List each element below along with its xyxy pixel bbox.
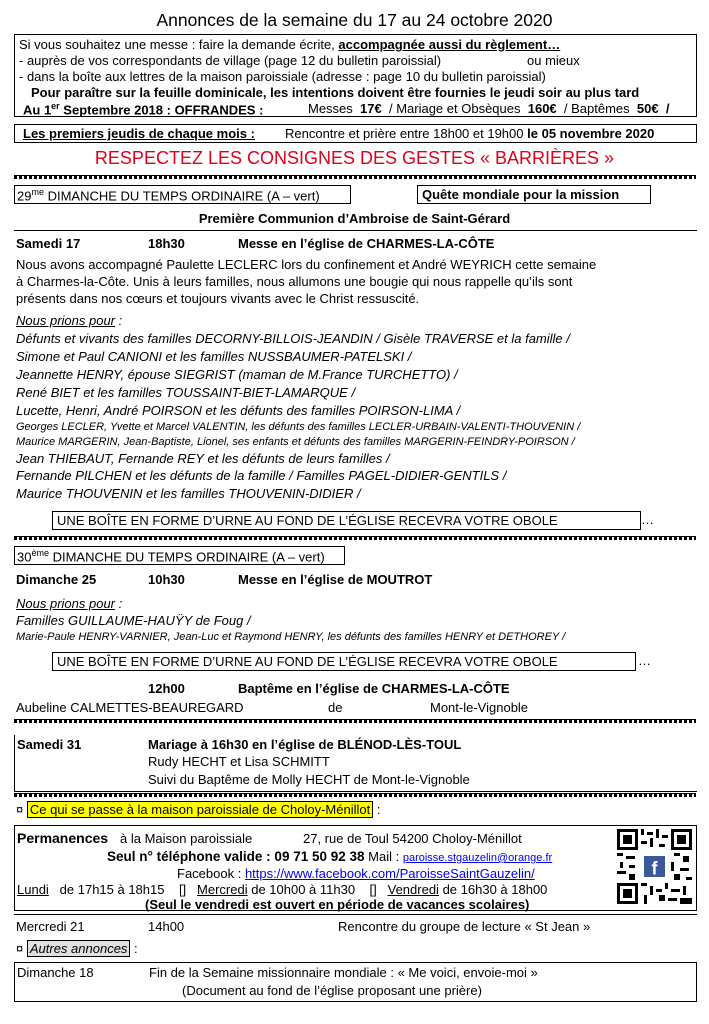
urne-box-1: UNE BOÎTE EN FORME D’URNE AU FOND DE L’ÉGLISE RECEVRA VOTRE OBOLE — [52, 511, 641, 530]
phone: Seul n° téléphone valide : 09 71 50 92 38 — [107, 849, 365, 864]
intro-line-4: Pour paraître sur la feuille dominicale, les intentions doivent être fournies le jeudi soir au plus tard — [31, 85, 640, 100]
bapteme-place: Baptême en l’église de CHARMES-LA-CÔTE — [238, 681, 510, 696]
intro-tarifs: Messes 17€ / Mariage et Obsèques 160€ / Baptêmes 50€ / — [308, 101, 670, 116]
intention-item: Défunts et vivants des familles DECORNY-BILLOIS-JEANDIN / Gisèle TRAVERSE et la famille / — [16, 331, 570, 346]
mail-link[interactable]: paroisse.stgauzelin@orange.fr — [402, 852, 553, 864]
urne-box-2: UNE BOÎTE EN FORME D’URNE AU FOND DE L’ÉGLISE RECEVRA VOTRE OBOLE — [52, 652, 636, 671]
separator — [14, 719, 696, 723]
maison-heading: ¤ Ce qui se passe à la maison paroissiale de Choloy-Ménillot : — [16, 802, 381, 817]
samedi17-text-1: Nous avons accompagné Paulette LECLERC lors du confinement et André WEYRICH cette semaine — [16, 257, 597, 272]
svg-text:f: f — [651, 858, 658, 879]
autres-heading: ¤ Autres annonces : — [16, 941, 138, 956]
intro-offrandes: Au 1er Septembre 2018 : OFFRANDES : — [23, 101, 264, 118]
intention-item: Lucette, Henri, André POIRSON et les défunts des familles POIRSON-LIMA / — [16, 403, 461, 418]
separator — [14, 536, 696, 540]
dimanche18-day: Dimanche 18 — [17, 965, 94, 980]
permanences-box: Permanences à la Maison paroissiale 27, rue de Toul 54200 Choloy-Ménillot Seul n° téléphone valide : 09 71 50 92 38 Mail : paroisse.stgauzelin@orange.fr Facebook : https://www.facebook.com/ParoisseSaintGauzelin/ Lundi de 17h15 à 18h15 [] Mercredi de 10h00 à 11h30 [] Vendredi de 16h30 à 18h00 (Seul le vendredi est ouvert en période de vacances scolaires) — [14, 825, 697, 911]
jeudis-label: Les premiers jeudis de chaque mois : — [23, 126, 255, 141]
qr-code-icon — [617, 829, 692, 904]
page-title: Annonces de la semaine du 17 au 24 octobre 2020 — [156, 10, 553, 30]
samedi31-place: Mariage à 16h30 en l’église de BLÉNOD-LÈS-TOUL — [148, 737, 462, 752]
intro-box — [14, 34, 697, 117]
jeudis-box: Les premiers jeudis de chaque mois : Rencontre et prière entre 18h00 et 19h00 le 05 novembre 2020 — [14, 124, 697, 143]
intention-item: Maurice MARGERIN, Jean-Baptiste, Lionel, ses enfants et défunts des familles MARGERIN-FEINDRY-POIRSON / — [16, 436, 575, 448]
dimanche25-place: Messe en l’église de MOUTROT — [238, 572, 433, 587]
samedi17-prions: Nous prions pour : — [16, 313, 123, 328]
permanences-address: 27, rue de Toul 54200 Choloy-Ménillot — [303, 831, 522, 846]
jeudis-text: Rencontre et prière entre 18h00 et 19h00 — [285, 126, 524, 141]
rule — [14, 230, 697, 231]
intention-item: Fernande PILCHEN et les défunts de la famille / Familles PAGEL-DIDIER-GENTILS / — [16, 468, 507, 483]
dimanche18-box — [14, 962, 697, 1002]
mercredi21-day: Mercredi 21 — [16, 919, 85, 934]
intention-item: Jeannette HENRY, épouse SIEGRIST (maman de M.France TURCHETTO) / — [16, 367, 458, 382]
intention-item: Simone et Paul CANIONI et les familles NUSSBAUMER-PATELSKI / — [16, 349, 412, 364]
bapteme-time: 12h00 — [148, 681, 185, 696]
intention-item: Jean THIEBAUT, Fernande REY et les défunts de leurs familles / — [16, 451, 390, 466]
intention-item: Marie-Paule HENRY-VARNIER, Jean-Luc et Raymond HENRY, les défunts des familles HENRY et DETHOREY / — [16, 631, 566, 643]
intention-item: Georges LECLER, Yvette et Marcel VALENTIN, les défunts des familles LECLER-URBAIN-VALENTI-THOUVENIN / — [16, 421, 581, 433]
jeudis-date: 05 novembre 2020 — [541, 126, 655, 141]
consignes-heading: RESPECTEZ LES CONSIGNES DES GESTES « BARRIÈRES » — [94, 148, 615, 168]
samedi17-text-2: à Charmes-la-Côte. Unis à leurs familles, nous allumons une bougie qui nous rappelle qu’ils sont — [16, 274, 573, 289]
page: Annonces de la semaine du 17 au 24 octobre 2020 Si vous souhaitez une messe : faire la demande écrite, accompagnée aussi du règlement… - auprès de vos correspondants de village (page 12 du bulletin paroissial) ou mieux - dans la boîte aux lettres de la maison paroissiale (adresse : page 10 du bulletin paroissial) Pour paraître sur la feuille dominicale, les intentions doivent être fournies le jeudi soir au plus tard Au 1er Septembre 2018 : OFFRANDES : Messes 17€ / Mariage et Obsèques 160€ / Baptêmes 50€ / Les premiers jeudis de chaque mois : Rencontre et prière entre 18h00 et 19h00 le 05 novembre 2020 RESPECTEZ LES CONSIGNES DES GESTES « BARRIÈRES » $29^{me}$ DIMANCHE DU TEMPS ORDINAIRE (A – vert) Quête mondiale pour la mission Première Communion d’Ambroise de Saint-Gérard Samedi 17 18h30 Messe en l’église de CHARMES-LA-CÔTE Nous avons accompagné Paulette LECLERC lors du confinement et André WEYRICH cette semaine à Charmes-la-Côte. Unis à leurs familles, nous allumons une bougie qui nous rappelle qu’ils sont présents dans nos cœurs et toujours vivants avec le Christ ressuscité. Nous prions pour : Défunts et vivants des familles DECORNY-BILLOIS-JEANDIN / Gisèle TRAVERSE et la famille / Simone et Paul CANIONI et les familles NUSSBAUMER-PATELSKI / Jeannette HENRY, épouse SIEGRIST (maman de M.France TURCHETTO) / René BIET et les familles TOUSSAINT-BIET-LAMARQUE / Lucette, Henri, André POIRSON et les défunts des familles POIRSON-LIMA / Georges LECLER, Yvette et Marcel VALENTIN, les défunts des familles LECLER-URBAIN-VALENTI-THOUVENIN / Maurice MARGERIN, Jean-Baptiste, Lionel, ses enfants et défunts des familles MARGERIN-FEINDRY-POIRSON / Jean THIEBAUT, Fernande REY et les défunts de leurs familles / Fernande PILCHEN et les défunts de la famille / Familles PAGEL-DIDIER-GENTILS / Maurice THOUVENIN et les familles THOUVENIN-DIDIER / UNE BOÎTE EN FORME D’URNE AU FOND DE L’ÉGLISE RECEVRA VOTRE OBOLE … 30ème DIMANCHE DU TEMPS ORDINAIRE (A – vert) Dimanche 25 10h30 Messe en l’église de MOUTROT Nous prions pour : Familles GUILLAUME-HAUŸY de Foug / Marie-Paule HENRY-VARNIER, Jean-Luc et Raymond HENRY, les défunts des familles HENRY et DETHOREY / UNE BOÎTE EN FORME D’URNE AU FOND DE L’ÉGLISE RECEVRA VOTRE OBOLE … 12h00 Baptême en l’église de CHARMES-LA-CÔTE Aubeline CALMETTES-BEAUREGARD de Mont-le-Vignoble Samedi 31 Mariage à 16h30 en l’église de BLÉNOD-LÈS-TOUL Rudy HECHT et Lisa SCHMITT Suivi du Baptême de Molly HECHT de Mont-le-Vignoble ¤ Ce qui se passe à la maison paroissiale de Choloy-Ménillot : Permanences à la Maison paroissiale 27, rue de Toul 54200 Choloy-Ménillot Seul n° téléphone valide : 09 71 50 92 38 Mail : paroisse.stgauzelin@orange.fr Facebook : https://www.facebook.com/ParoisseSaintGauzelin/ Lundi de 17h15 à 18h15 [] Mercredi de 10h00 à 11h30 [] Vendredi de 16h30 à 18h00 (Seul le vendredi est ouvert en période de vacances scolaires) f Mercredi 21 14h00 Rencontre du groupe de lecture « St Jean » ¤ Autres annonces : Dimanche 18 Fin de la Semaine missionnaire mondiale : « Me voici, envoie-moi » (Document au fond de l’église proposant une prière) — [0, 0, 709, 1024]
intro-line-1: Si vous souhaitez une messe : faire la demande écrite, accompagnée aussi du règlement… — [19, 37, 561, 52]
quete-box: Quête mondiale pour la mission — [417, 185, 651, 204]
sunday-29-box: $29^{me}$ DIMANCHE DU TEMPS ORDINAIRE (A – vert) — [14, 185, 351, 204]
intro-line-2: - auprès de vos correspondants de village (page 12 du bulletin paroissial) — [19, 53, 442, 68]
permanences-note: (Seul le vendredi est ouvert en période de vacances scolaires) — [145, 897, 530, 912]
separator — [14, 793, 696, 797]
permanences-hours: Lundi de 17h15 à 18h15 [] Mercredi de 10h00 à 11h30 [] Vendredi de 16h30 à 18h00 — [17, 882, 548, 897]
samedi31-suivi: Suivi du Baptême de Molly HECHT de Mont-le-Vignoble — [148, 772, 470, 787]
samedi31-day: Samedi 31 — [17, 737, 82, 752]
rule — [14, 914, 697, 915]
mercredi21-text: Rencontre du groupe de lecture « St Jean » — [338, 919, 591, 934]
samedi17-time: 18h30 — [148, 236, 185, 251]
intention-item: Maurice THOUVENIN et les familles THOUVENIN-DIDIER / — [16, 486, 361, 501]
samedi31-box — [14, 735, 697, 792]
dimanche25-day: Dimanche 25 — [16, 572, 97, 587]
intro-ou-mieux: ou mieux — [527, 53, 580, 68]
samedi17-place: Messe en l’église de CHARMES-LA-CÔTE — [238, 236, 495, 251]
samedi31-couple: Rudy HECHT et Lisa SCHMITT — [148, 754, 330, 769]
dimanche18-text: Fin de la Semaine missionnaire mondiale : « Me voici, envoie-moi » — [149, 965, 538, 980]
mercredi21-time: 14h00 — [148, 919, 185, 934]
samedi17-day: Samedi 17 — [16, 236, 81, 251]
permanences-label: Permanences — [17, 830, 109, 846]
communion-title: Première Communion d’Ambroise de Saint-Gérard — [198, 211, 511, 226]
facebook-link[interactable]: https://www.facebook.com/ParoisseSaintGauzelin/ — [244, 866, 535, 881]
separator — [14, 175, 696, 179]
bapteme-from: Mont-le-Vignoble — [430, 700, 529, 715]
intro-line-3: - dans la boîte aux lettres de la maison paroissiale (adresse : page 10 du bulletin paroissial) — [19, 69, 546, 84]
samedi17-text-3: présents dans nos cœurs et toujours vivants avec le Christ ressuscité. — [16, 291, 420, 306]
dimanche25-time: 10h30 — [148, 572, 185, 587]
dimanche25-prions: Nous prions pour : — [16, 596, 123, 611]
intention-item: Familles GUILLAUME-HAUŸY de Foug / — [16, 613, 251, 628]
bapteme-name: Aubeline CALMETTES-BEAUREGARD — [16, 700, 244, 715]
dimanche18-doc: (Document au fond de l’église proposant une prière) — [182, 983, 482, 998]
sunday-30-box: 30ème DIMANCHE DU TEMPS ORDINAIRE (A – vert) — [14, 546, 345, 565]
intention-item: René BIET et les familles TOUSSAINT-BIET-LAMARQUE / — [16, 385, 356, 400]
